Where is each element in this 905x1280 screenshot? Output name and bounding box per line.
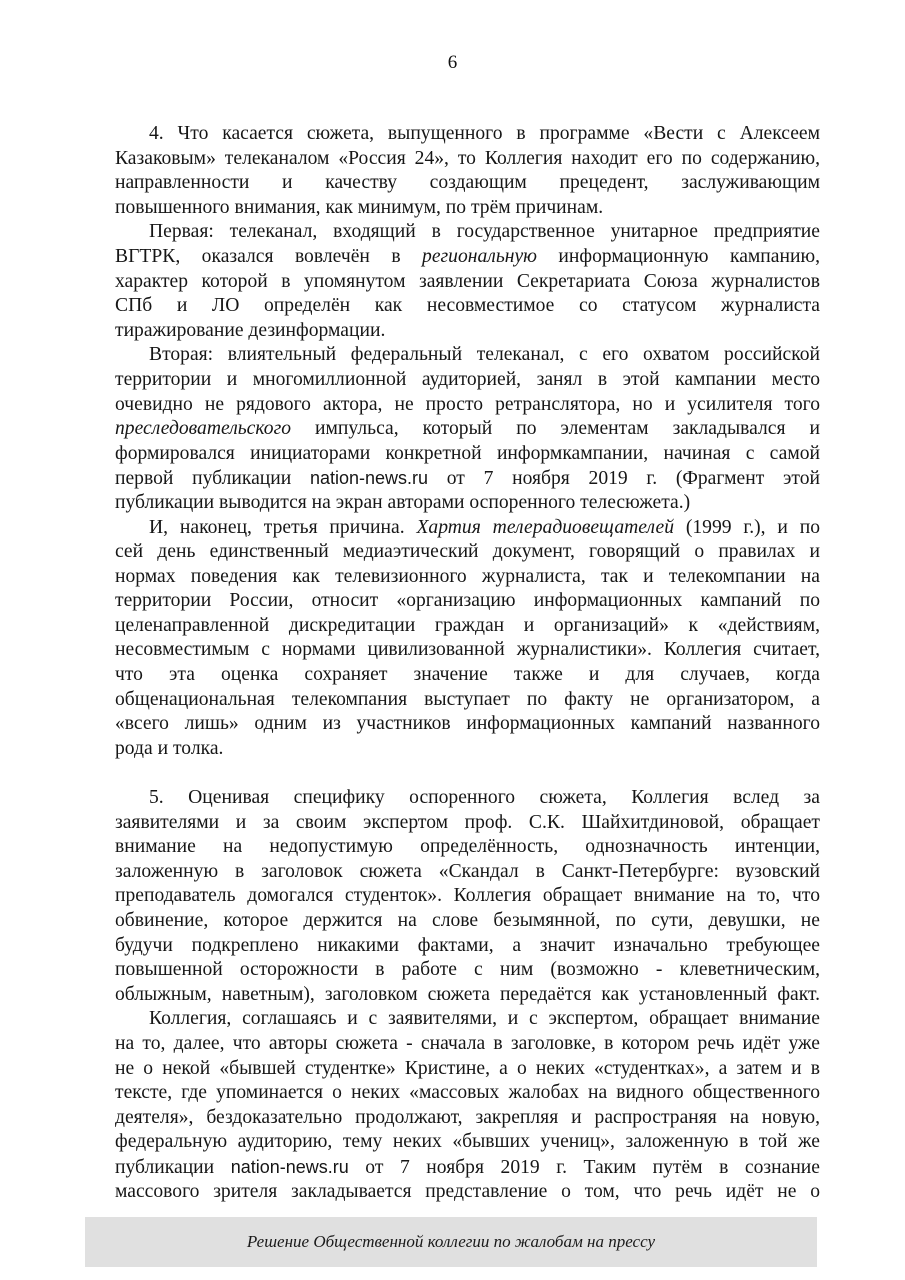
section-item-5 bbox=[115, 786, 820, 1204]
text-line: обвинение, которое держится на слове безымянной, по сути, девушки, не bbox=[115, 910, 820, 931]
text-line bbox=[115, 516, 820, 541]
text-line: будучи подкреплено никакими фактами, а значит изначально требующее bbox=[115, 934, 820, 956]
text-line: Казаковым» телеканалом «Россия 24», то Коллегия находит его по содержанию, bbox=[115, 147, 820, 169]
section-item-4 bbox=[115, 122, 820, 761]
text-run: публикации bbox=[115, 1156, 231, 1178]
text-line: территории и многомиллионной аудиторией, занял в этой кампании место bbox=[115, 368, 820, 390]
text-line: рода и толка. bbox=[115, 737, 224, 759]
text-line: не о некой «бывшей студентке» Кристине, а о неких «студентках», а затем и в bbox=[115, 1057, 820, 1079]
text-line: 4. Что касается сюжета, выпущенного в программе «Вести с Алексеем bbox=[149, 123, 820, 144]
text-line bbox=[115, 245, 820, 270]
text-line: деятеля», бездоказательно продолжают, закрепляя и распространяя на новую, bbox=[115, 1106, 820, 1128]
text-line: заложенную в заголовок сюжета «Скандал в Санкт-Петербурге: вузовский bbox=[115, 860, 820, 882]
footer-text: Решение Общественной коллегии по жалобам на прессу bbox=[246, 1232, 656, 1251]
text-line: тиражирование дезинформации. bbox=[115, 319, 386, 341]
text-line: повышенного внимания, как минимум, по трём причинам. bbox=[115, 196, 604, 218]
text-run: И, наконец, третья причина. bbox=[149, 516, 417, 538]
text-line: 5. Оценивая специфику оспоренного сюжета, Коллегия вслед за bbox=[149, 787, 820, 809]
text-run: (1999 г.), и по bbox=[674, 516, 820, 538]
text-line: облыжным, наветным), заголовком сюжета передаётся как установленный факт. bbox=[115, 983, 820, 1005]
italic-emphasis: Хартия телерадиовещателей bbox=[416, 516, 675, 538]
text-line: Первая: телеканал, входящий в государственное унитарное предприятие bbox=[149, 221, 820, 243]
text-line: Коллегия, соглашаясь и с заявителями, и с экспертом, обращает внимание bbox=[149, 1008, 820, 1030]
italic-emphasis: региональную bbox=[422, 245, 537, 267]
text-line bbox=[115, 417, 820, 442]
text-run: импульса, который по элементам закладывался и bbox=[291, 418, 820, 440]
text-line: федеральную аудиторию, тему неких «бывших учениц», заложенную в той же bbox=[115, 1131, 820, 1153]
text-line: массового зрителя закладывается представление о том, что речь идёт не о bbox=[115, 1180, 820, 1202]
text-line: преподаватель домогался студенток». Коллегия обращает внимание на то, что bbox=[115, 885, 820, 907]
text-line: внимание на недопустимую определённость, однозначность интенции, bbox=[115, 836, 820, 858]
website-name: nation-news.ru bbox=[230, 1156, 349, 1177]
text-line: общенациональная телекомпания выступает по факту не организатором, а bbox=[115, 688, 820, 710]
text-line: заявителями и за своим экспертом проф. С.К. Шайхитдиновой, обращает bbox=[115, 811, 820, 833]
italic-emphasis: преследовательского bbox=[115, 418, 292, 440]
text-run: первой публикации bbox=[115, 468, 310, 490]
text-line: территории России, относит «организацию информационных кампаний по bbox=[115, 590, 820, 612]
website-name: nation-news.ru bbox=[309, 468, 429, 489]
text-line: тексте, где упоминается о неких «массовых жалобах на видного общественного bbox=[115, 1082, 820, 1104]
text-run: от 7 ноября 2019 г. Таким путём в сознание bbox=[348, 1156, 820, 1178]
text-line: публикации выводится на экран авторами оспоренного телесюжета.) bbox=[115, 491, 691, 513]
text-run: от 7 ноября 2019 г. (Фрагмент этой bbox=[428, 468, 820, 490]
text-line: нормах поведения как телевизионного журналиста, так и телекомпании на bbox=[115, 565, 820, 587]
footer-bar bbox=[85, 1217, 817, 1267]
section-spacer bbox=[115, 761, 820, 786]
text-line: Вторая: влиятельный федеральный телеканал, с его охватом российской bbox=[149, 344, 820, 366]
document-body bbox=[115, 122, 820, 1204]
text-line: «всего лишь» одним из участников информационных кампаний названного bbox=[115, 713, 820, 735]
text-line: несовместимым с нормами цивилизованной журналистики». Коллегия считает, bbox=[115, 639, 820, 661]
text-line: очевидно не рядового актора, не просто ретранслятора, но и усилителя того bbox=[115, 393, 820, 415]
text-line: что эта оценка сохраняет значение также и для случаев, когда bbox=[115, 664, 820, 686]
page-number: 6 bbox=[447, 52, 458, 73]
text-line: сей день единственный медиаэтический документ, говорящий о правилах и bbox=[115, 541, 820, 563]
text-line: формировался инициаторами конкретной информкампании, начиная с самой bbox=[115, 442, 820, 464]
text-line bbox=[115, 1155, 820, 1180]
text-line: СПб и ЛО определён как несовместимое со статусом журналиста bbox=[115, 295, 820, 317]
text-line: повышенной осторожности в работе с ним (возможно - клеветническим, bbox=[115, 959, 820, 981]
text-line: целенаправленной дискредитации граждан и организаций» к «действиям, bbox=[115, 614, 820, 636]
text-run: информационную кампанию, bbox=[536, 245, 820, 267]
text-line: характер которой в упомянутом заявлении Секретариата Союза журналистов bbox=[115, 270, 820, 292]
text-line: направленности и качеству создающим прецедент, заслуживающим bbox=[115, 172, 820, 194]
text-line: на то, далее, что авторы сюжета - сначала в заголовке, в котором речь идёт уже bbox=[115, 1032, 820, 1054]
text-line bbox=[115, 466, 820, 491]
text-run: ВГТРК, оказался вовлечён в bbox=[115, 245, 423, 267]
